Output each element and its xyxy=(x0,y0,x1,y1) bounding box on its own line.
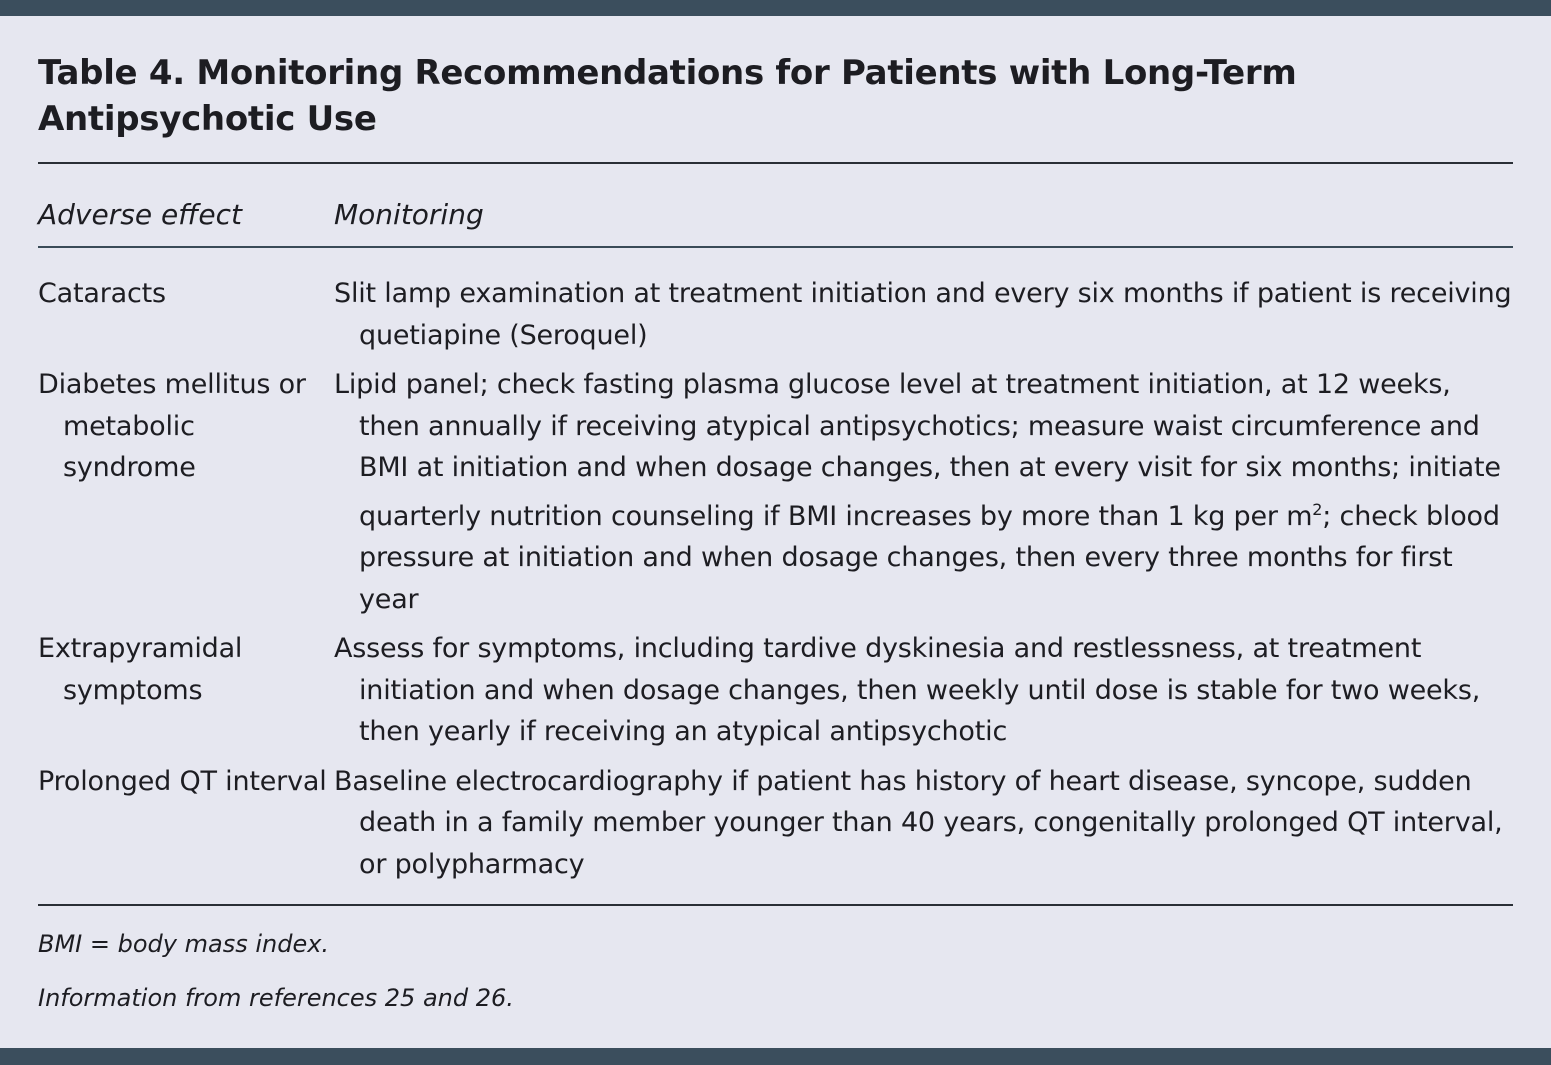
table-row xyxy=(38,628,1513,753)
adverse-effect-cell: Prolonged QT interval xyxy=(38,765,327,797)
monitoring-cell: Slit lamp examination at treatment initiation and every six months if patient is receiving quetiapine (Seroquel) xyxy=(334,278,1512,351)
bottom-rule xyxy=(38,904,1513,906)
column-header-adverse-effect: Adverse effect xyxy=(38,198,242,231)
title-rule xyxy=(38,162,1513,164)
table-row xyxy=(38,273,1513,356)
monitoring-text: ; check blood pressure at initiation and when dosage changes, then every three months for first year xyxy=(359,500,1500,615)
table-row xyxy=(38,364,1513,620)
table-body xyxy=(38,273,1513,893)
footnote-abbreviation: BMI = body mass index. xyxy=(38,930,330,958)
superscript: 2 xyxy=(1312,499,1323,519)
adverse-effect-cell: Diabetes mellitus or metabolic syndrome xyxy=(38,369,306,483)
top-banner xyxy=(0,0,1551,16)
monitoring-cell: Assess for symptoms, including tardive dyskinesia and restlessness, at treatment initiation and when dosage changes, then weekly until dose is stable for two weeks, then yearly if receiving an atypical antipsychotic xyxy=(334,633,1481,747)
table-row xyxy=(38,761,1513,886)
header-rule xyxy=(38,246,1513,248)
monitoring-cell xyxy=(334,364,1513,620)
monitoring-text: Lipid panel; check fasting plasma glucose level at treatment initiation, at 12 weeks, then annually if receiving atypical antipsychotics; measure waist circumference and BMI at initiation and when dosage changes, then at every visit for six months; initiate quarterly nutrition counseling if BMI increases by more than 1 kg per m xyxy=(334,369,1501,532)
column-header-monitoring: Monitoring xyxy=(334,198,484,231)
adverse-effect-cell: Extrapyramidal symptoms xyxy=(38,633,243,706)
bottom-banner xyxy=(0,1048,1551,1065)
table-title: Table 4. Monitoring Recommendations for Patients with Long-Term Antipsychotic Use xyxy=(38,53,1297,139)
footnote-references: Information from references 25 and 26. xyxy=(38,984,514,1012)
adverse-effect-cell: Cataracts xyxy=(38,278,166,309)
monitoring-cell: Baseline electrocardiography if patient has history of heart disease, syncope, sudden death in a family member younger than 40 years, congenitally prolonged QT interval, or polypharmacy xyxy=(334,765,1503,880)
